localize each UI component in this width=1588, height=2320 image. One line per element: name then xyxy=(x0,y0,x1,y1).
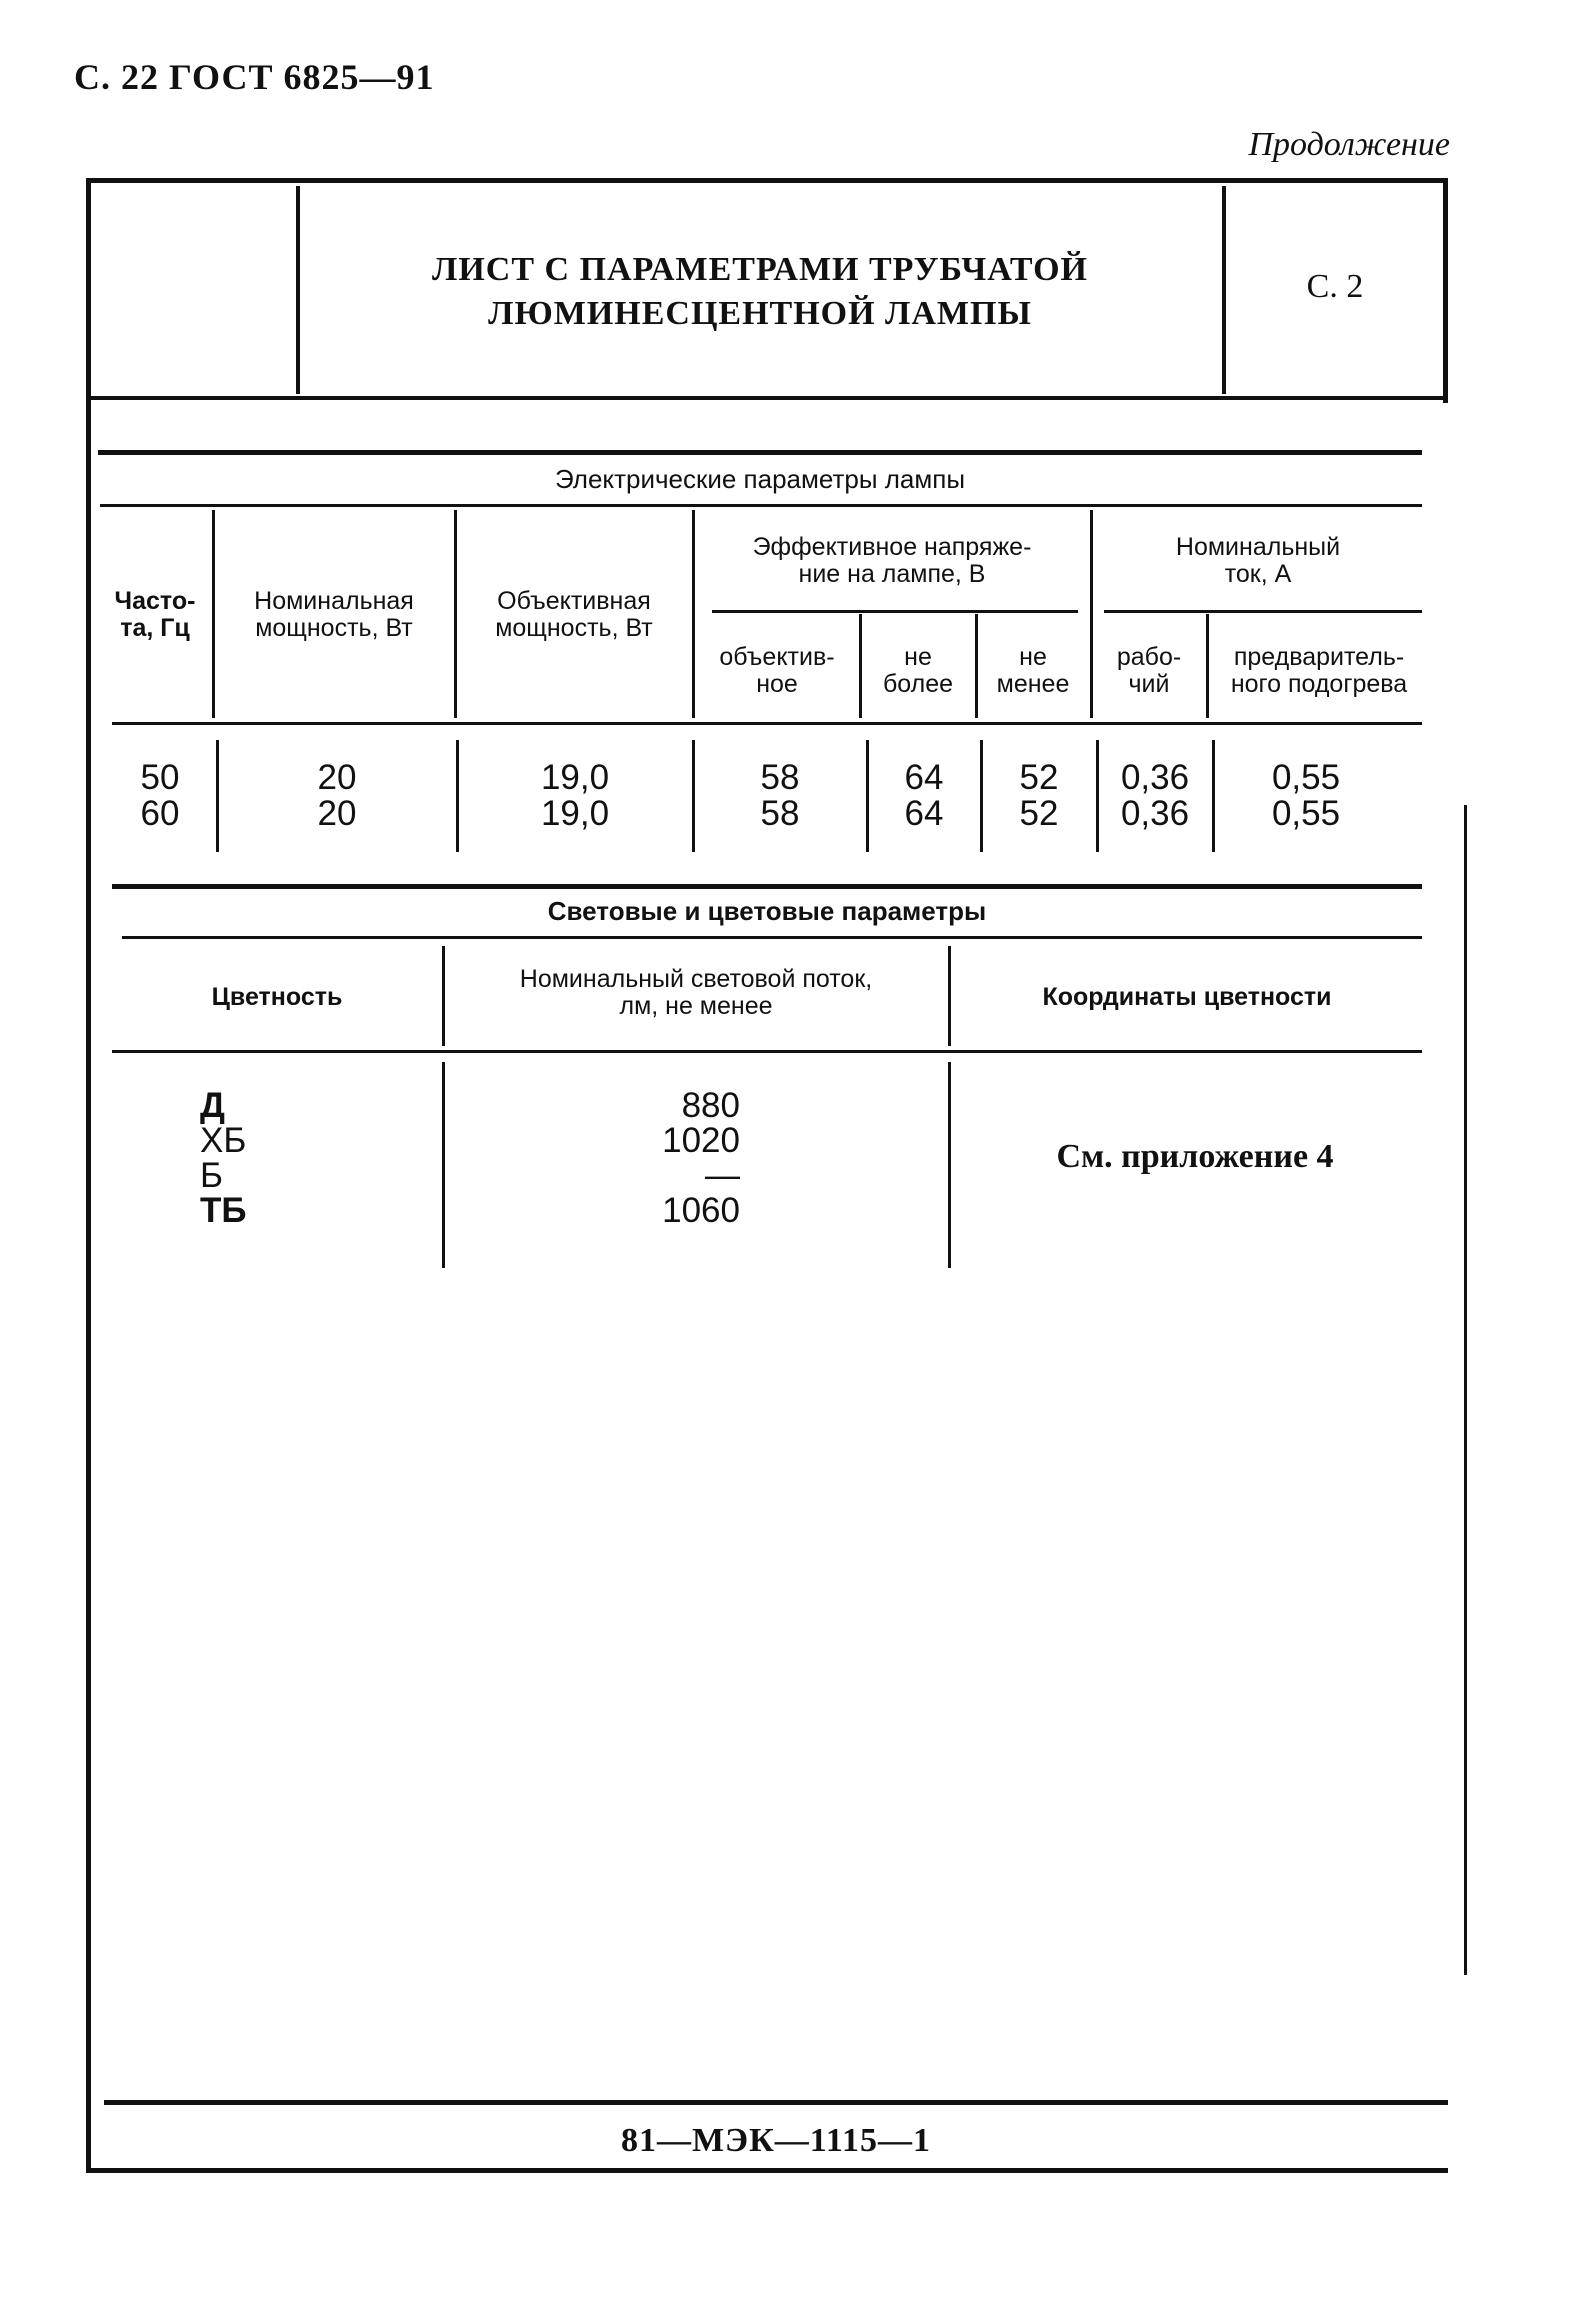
frame-bottom xyxy=(86,2168,1448,2173)
header-voltage-objective-line2: ное xyxy=(756,670,798,698)
list-item: Д xyxy=(200,1086,225,1125)
elec-col-div-2 xyxy=(454,510,457,718)
header-flux xyxy=(446,966,946,1020)
elec-top-line xyxy=(98,450,1422,455)
cell-current-preheat: 0,55 xyxy=(1271,758,1341,797)
header-nominal-power-line2: мощность, Вт xyxy=(255,614,413,642)
list-item: Б xyxy=(200,1156,223,1195)
header-current-group-line1: Номинальный xyxy=(1175,533,1341,561)
cell-voltage-min: 52 xyxy=(1019,758,1059,797)
light-section-title: Световые и цветовые параметры xyxy=(547,896,987,926)
header-voltage-min-line1: не xyxy=(1019,643,1047,671)
list-item: ХБ xyxy=(200,1121,247,1160)
header-current-group-line2: ток, А xyxy=(1224,560,1292,588)
frame-right xyxy=(1443,178,1448,403)
header-current-preheat xyxy=(1210,644,1428,698)
cell-voltage-max: 64 xyxy=(904,758,944,797)
header-color: Цветность xyxy=(211,983,343,1011)
cell-voltage-objective: 58 xyxy=(760,794,800,833)
cell-freq: 50 xyxy=(140,758,180,797)
elec-title-underline xyxy=(100,504,1422,507)
cell-nominal-power: 20 xyxy=(317,794,357,833)
light-data-div-2 xyxy=(948,1062,951,1268)
cell-voltage-objective: 58 xyxy=(760,758,800,797)
sheet-page-ref: С. 2 xyxy=(1306,268,1364,305)
header-nominal-power-line1: Номинальная xyxy=(254,587,414,615)
footer-top-line xyxy=(104,2100,1448,2105)
coords-note: См. приложение 4 xyxy=(1056,1138,1334,1175)
header-voltage-max xyxy=(862,644,974,698)
cell-current-working: 0,36 xyxy=(1120,794,1190,833)
voltage-group-underline xyxy=(712,610,1078,613)
header-freq-line2: та, Гц xyxy=(120,614,190,642)
elec-row xyxy=(0,796,1588,832)
sheet-title xyxy=(320,248,1200,336)
light-top-line xyxy=(112,884,1422,889)
elec-col-div-6 xyxy=(1090,510,1093,718)
elec-col-div-1 xyxy=(212,510,215,718)
header-nominal-power xyxy=(216,588,452,642)
header-flux-line1: Номинальный световой поток, xyxy=(519,965,873,993)
list-item: — xyxy=(705,1156,740,1195)
continuation-label: Продолжение xyxy=(1248,126,1450,163)
list-item: 1060 xyxy=(662,1191,740,1230)
sheet-title-line2: ЛЮМИНЕСЦЕНТНОЙ ЛАМПЫ xyxy=(488,295,1032,332)
header-current-group xyxy=(1094,534,1422,588)
light-header-div-2 xyxy=(948,946,951,1046)
header-objective-power xyxy=(458,588,690,642)
header-coords: Координаты цветности xyxy=(1042,983,1332,1011)
header-voltage-objective xyxy=(696,644,858,698)
sheet-title-line1: ЛИСТ С ПАРАМЕТРАМИ ТРУБЧАТОЙ xyxy=(432,251,1088,288)
header-objective-power-line2: мощность, Вт xyxy=(495,614,653,642)
header-current-preheat-line2: ного подогрева xyxy=(1230,670,1408,698)
header-voltage-group-line2: ние на лампе, В xyxy=(798,560,986,588)
light-header-bottom xyxy=(112,1050,1422,1053)
list-item: 880 xyxy=(681,1086,740,1125)
elec-section-title: Электрические параметры лампы xyxy=(554,464,966,494)
color-list xyxy=(200,1088,340,1228)
light-header-div-1 xyxy=(442,946,445,1046)
footer-code: 81—МЭК—1115—1 xyxy=(620,2122,932,2159)
light-data-div-1 xyxy=(442,1062,445,1268)
header-voltage-group-line1: Эффективное напряже- xyxy=(752,533,1032,561)
elec-header-bottom xyxy=(112,722,1422,725)
header-freq-line1: Часто- xyxy=(114,587,196,615)
cell-voltage-max: 64 xyxy=(904,794,944,833)
header-current-working-line1: рабо- xyxy=(1116,643,1182,671)
right-margin-line xyxy=(1464,805,1467,1975)
header-current-working-line2: чий xyxy=(1128,670,1170,698)
flux-list xyxy=(560,1088,740,1228)
title-divider-left xyxy=(296,186,300,394)
page-header: С. 22 ГОСТ 6825—91 xyxy=(74,57,435,97)
elec-row xyxy=(0,760,1588,796)
title-bottom-line xyxy=(88,396,1446,400)
header-voltage-min xyxy=(978,644,1088,698)
cell-freq: 60 xyxy=(140,794,180,833)
cell-nominal-power: 20 xyxy=(317,758,357,797)
cell-objective-power: 19,0 xyxy=(540,758,610,797)
light-title-underline xyxy=(122,936,1422,939)
header-current-working xyxy=(1094,644,1204,698)
header-current-preheat-line1: предваритель- xyxy=(1233,643,1405,671)
frame-left xyxy=(86,178,91,2172)
header-flux-line2: лм, не менее xyxy=(619,992,773,1020)
header-voltage-min-line2: менее xyxy=(996,670,1070,698)
header-objective-power-line1: Объективная xyxy=(497,587,651,615)
elec-col-div-7 xyxy=(1206,614,1209,718)
cell-current-working: 0,36 xyxy=(1120,758,1190,797)
header-voltage-max-line2: более xyxy=(882,670,954,698)
cell-voltage-min: 52 xyxy=(1019,794,1059,833)
header-voltage-max-line1: не xyxy=(904,643,932,671)
elec-col-div-3 xyxy=(692,510,695,718)
frame-top xyxy=(86,178,1448,183)
list-item: 1020 xyxy=(662,1121,740,1160)
current-group-underline xyxy=(1104,610,1422,613)
cell-current-preheat: 0,55 xyxy=(1271,794,1341,833)
header-voltage-group xyxy=(696,534,1088,588)
cell-objective-power: 19,0 xyxy=(540,794,610,833)
list-item: ТБ xyxy=(200,1191,247,1230)
header-freq xyxy=(100,588,210,642)
title-divider-right xyxy=(1222,186,1226,394)
header-voltage-objective-line1: объектив- xyxy=(719,643,835,671)
